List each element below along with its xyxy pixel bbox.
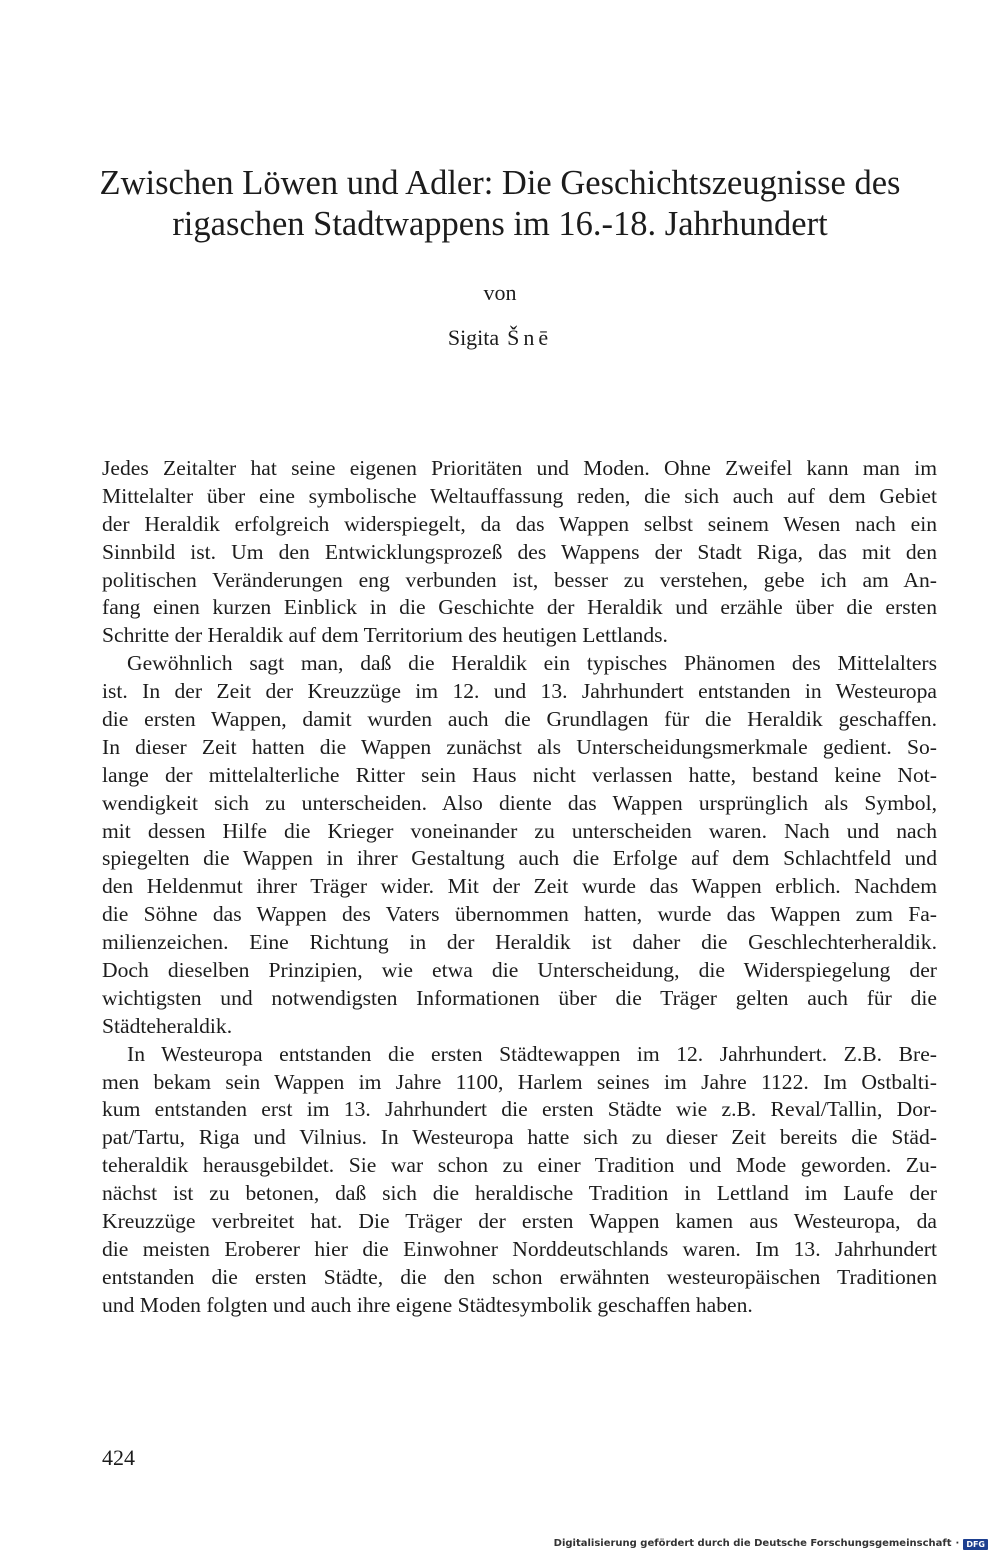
text-line: In Westeuropa entstanden die ersten Städtewappen im 12. Jahrhundert. Z.B. Bre- bbox=[127, 1041, 937, 1066]
article-body bbox=[102, 455, 937, 1320]
text-line: Jedes Zeitalter hat seine eigenen Prioritäten und Moden. Ohne Zweifel kann man im bbox=[102, 456, 937, 480]
text-line: die meisten Eroberer hier die Einwohner Norddeutschlands waren. Im 13. Jahrhundert bbox=[102, 1236, 937, 1261]
author-first-name: Sigita bbox=[447, 325, 500, 350]
paragraph bbox=[102, 455, 937, 650]
text-line: wendigkeit sich zu unterscheiden. Also diente das Wappen ursprünglich als Symbol, bbox=[102, 790, 937, 815]
text-line: der Heraldik erfolgreich widerspiegelt, da das Wappen selbst seinem Wesen nach ein bbox=[102, 511, 937, 536]
text-line: spiegelten die Wappen in ihrer Gestaltung auch die Erfolge auf dem Schlachtfeld und bbox=[102, 846, 937, 871]
title-line-1: Zwischen Löwen und Adler: Die Geschichtszeugnisse des bbox=[99, 164, 901, 202]
text-line: entstanden die ersten Städte, die den schon erwähnten westeuropäischen Traditionen bbox=[102, 1264, 937, 1289]
article-title bbox=[0, 163, 1000, 245]
text-line: milienzeichen. Eine Richtung in der Heraldik ist daher die Geschlechterheraldik. bbox=[102, 930, 937, 955]
paragraph bbox=[102, 1041, 937, 1320]
text-line: ist. In der Zeit der Kreuzzüge im 12. und 13. Jahrhundert entstanden in Westeuropa bbox=[102, 679, 937, 704]
text-line: und Moden folgten und auch ihre eigene Städtesymbolik geschaffen haben. bbox=[102, 1292, 753, 1317]
text-line: Städteheraldik. bbox=[102, 1013, 233, 1038]
paragraph bbox=[102, 650, 937, 1040]
text-line: kum entstanden erst im 13. Jahrhundert die ersten Städte wie z.B. Reval/Tallin, Dor- bbox=[102, 1097, 937, 1122]
text-line: Schritte der Heraldik auf dem Territorium des heutigen Lettlands. bbox=[102, 623, 668, 648]
text-line: lange der mittelalterliche Ritter sein Haus nicht verlassen hatte, bestand keine Not- bbox=[102, 762, 937, 787]
text-line: pat/Tartu, Riga und Vilnius. In Westeuropa hatte sich zu dieser Zeit bereits die Städ- bbox=[102, 1125, 937, 1150]
title-line-2: rigaschen Stadtwappens im 16.-18. Jahrhundert bbox=[172, 205, 828, 243]
text-line: men bekam sein Wappen im Jahre 1100, Harlem seines im Jahre 1122. Im Ostbalti- bbox=[102, 1069, 937, 1094]
text-line: Kreuzzüge verbreitet hat. Die Träger der ersten Wappen kamen aus Westeuropa, da bbox=[102, 1209, 937, 1234]
text-line: mit dessen Hilfe die Krieger voneinander zu unterscheiden waren. Nach und nach bbox=[102, 818, 937, 843]
text-line: Mittelalter über eine symbolische Weltauffassung reden, die sich auch auf dem Gebiet bbox=[102, 483, 937, 508]
footer-text: Digitalisierung gefördert durch die Deutsche Forschungsgemeinschaft bbox=[553, 1538, 952, 1549]
text-line: Doch dieselben Prinzipien, wie etwa die Unterscheidung, die Widerspiegelung der bbox=[102, 958, 937, 983]
text-line: politischen Veränderungen eng verbunden ist, besser zu verstehen, gebe ich am An- bbox=[102, 567, 937, 592]
text-line: die Söhne das Wappen des Vaters übernommen hatten, wurde das Wappen zum Fa- bbox=[102, 902, 937, 927]
text-line: Sinnbild ist. Um den Entwicklungsprozeß des Wappens der Stadt Riga, das mit den bbox=[102, 539, 937, 564]
text-line: wichtigsten und notwendigsten Informationen über die Träger gelten auch für die bbox=[102, 985, 937, 1010]
text-line: den Heldenmut ihrer Träger wider. Mit der Zeit wurde das Wappen erblich. Nachdem bbox=[102, 874, 937, 899]
digitization-footer bbox=[554, 1537, 988, 1551]
text-line: die ersten Wappen, damit wurden auch die Grundlagen für die Heraldik geschaffen. bbox=[102, 707, 937, 732]
text-line: Gewöhnlich sagt man, daß die Heraldik ein typisches Phänomen des Mittelalters bbox=[127, 651, 937, 676]
text-line: teheraldik herausgebildet. Sie war schon zu einer Tradition und Mode geworden. Zu- bbox=[102, 1153, 937, 1178]
byline: von bbox=[483, 280, 517, 305]
footer-dot: · bbox=[955, 1538, 960, 1549]
dfg-logo-icon: DFG bbox=[963, 1539, 988, 1550]
author-name bbox=[0, 325, 1000, 351]
text-line: fang einen kurzen Einblick in die Geschichte der Heraldik und erzähle über die ersten bbox=[102, 595, 937, 620]
text-line: nächst ist zu betonen, daß sich die heraldische Tradition in Lettland im Laufe der bbox=[102, 1181, 937, 1206]
author-surname: Šnē bbox=[507, 325, 553, 350]
page-number: 424 bbox=[102, 1445, 135, 1470]
text-line: In dieser Zeit hatten die Wappen zunächst als Unterscheidungsmerkmale gedient. So- bbox=[102, 734, 937, 759]
